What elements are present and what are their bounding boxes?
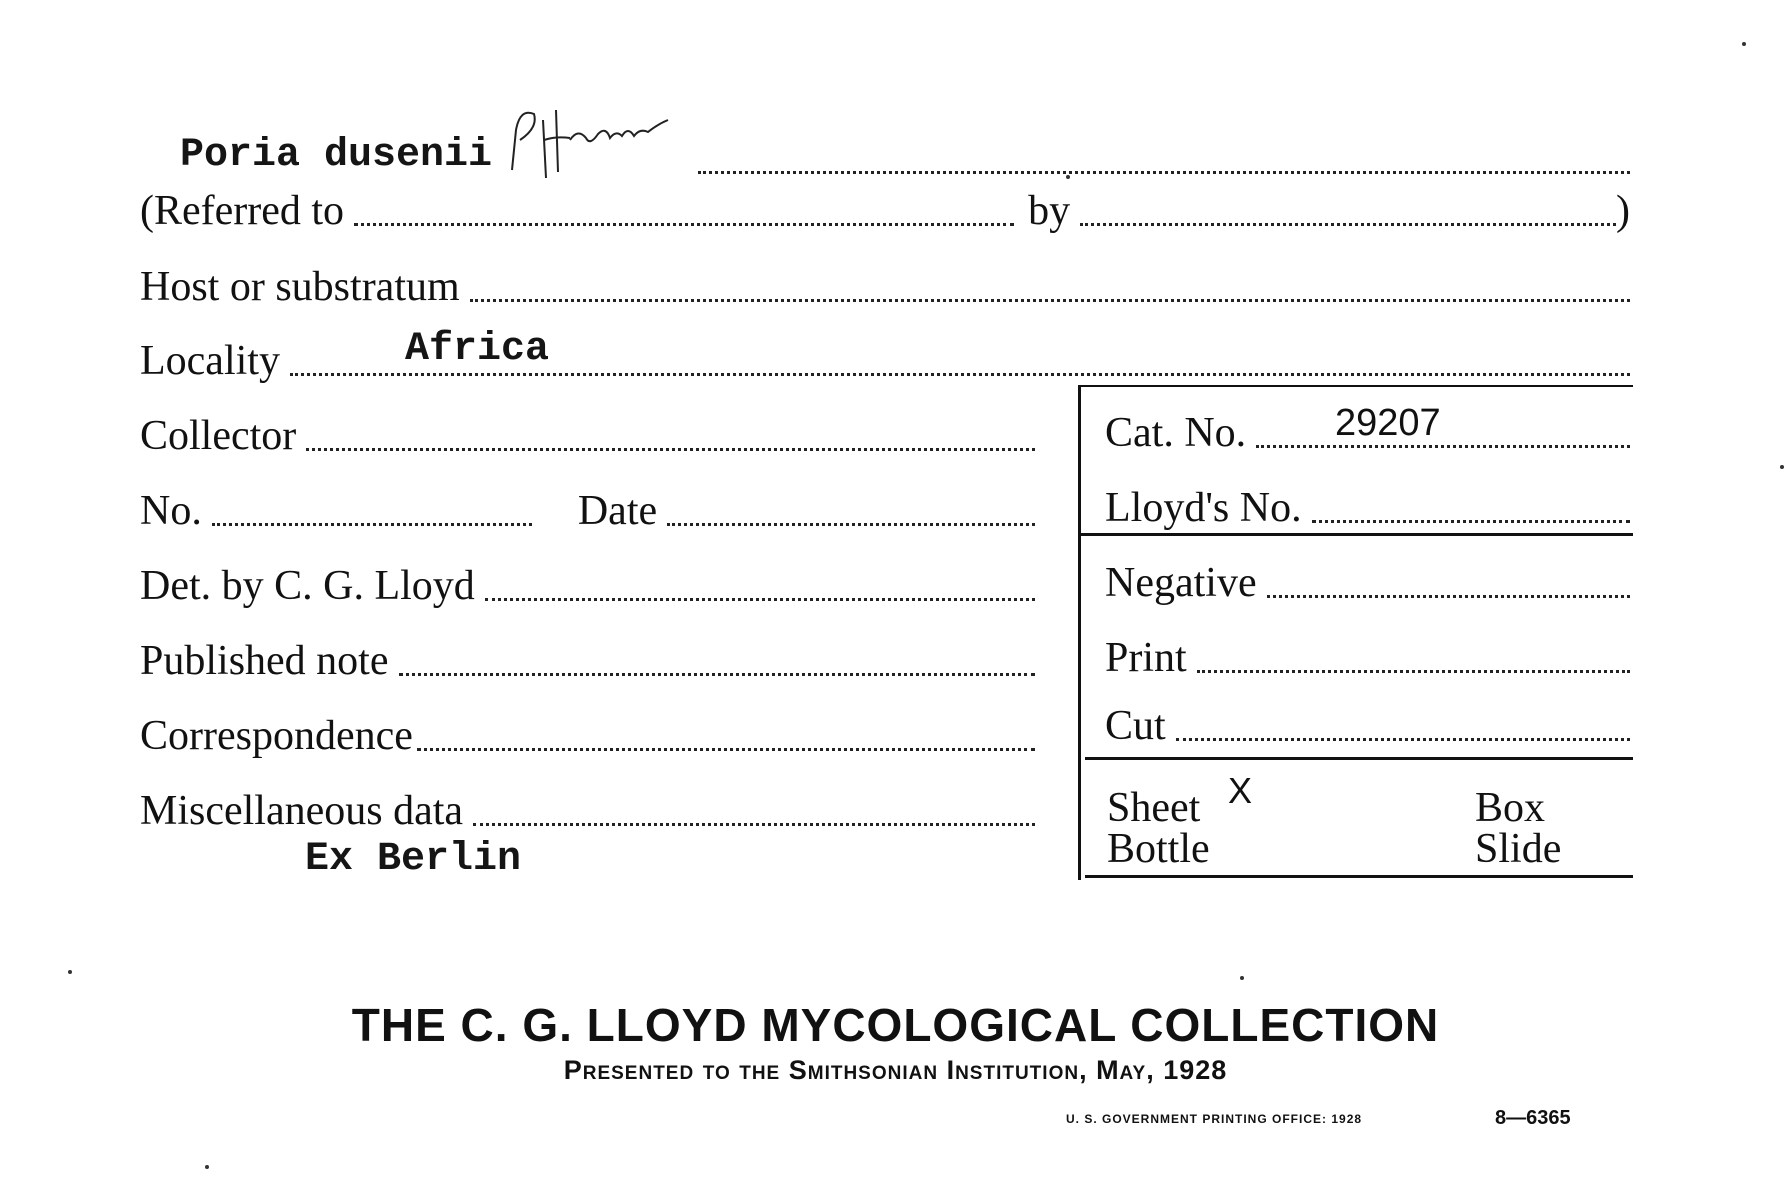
- no-label: No.: [140, 488, 202, 534]
- sheet-label: Sheet: [1107, 785, 1201, 831]
- print-line: [1197, 670, 1630, 673]
- locality-row: [140, 340, 1630, 382]
- host-label: Host or substratum: [140, 264, 460, 310]
- correspondence-line: [417, 748, 1035, 751]
- right-box-bottom-rule: [1085, 875, 1633, 878]
- lloyds-no-row: [1105, 487, 1630, 529]
- published-note-row: [140, 640, 1035, 682]
- referred-to-line: [354, 223, 1014, 226]
- printing-office-line: U. S. GOVERNMENT PRINTING OFFICE: 1928: [1066, 1112, 1363, 1126]
- date-label: Date: [577, 488, 658, 534]
- print-row: [1105, 637, 1630, 679]
- box-label: Box: [1475, 785, 1546, 831]
- referred-to-row: [140, 190, 1630, 232]
- det-by-row: [140, 565, 1035, 607]
- date-line: [667, 523, 1035, 526]
- misc-data-label: Miscellaneous data: [140, 788, 464, 834]
- right-box-divider: [1078, 385, 1081, 880]
- locality-label: Locality: [140, 338, 280, 384]
- published-note-label: Published note: [140, 638, 389, 684]
- host-row: [140, 266, 1630, 308]
- print-label: Print: [1105, 635, 1187, 681]
- collector-label: Collector: [140, 413, 297, 459]
- cut-line: [1176, 738, 1630, 741]
- host-line: [470, 299, 1630, 302]
- sheet-mark: X: [1228, 770, 1253, 811]
- form-number: 8—6365: [1495, 1107, 1571, 1129]
- scan-speck: [1066, 175, 1070, 179]
- close-paren: ): [1616, 188, 1630, 234]
- correspondence-label: Correspondence: [140, 713, 413, 759]
- misc-data-line: [473, 823, 1035, 826]
- negative-label: Negative: [1105, 560, 1257, 606]
- lloyds-no-label: Lloyd's No.: [1105, 485, 1302, 531]
- cat-no-line: [1256, 445, 1630, 448]
- published-note-line: [399, 673, 1036, 676]
- handwritten-annotation: [498, 100, 698, 180]
- collector-row: [140, 415, 1035, 457]
- slide-label: Slide: [1475, 826, 1562, 872]
- specimen-name: Poria dusenii: [180, 133, 493, 178]
- det-by-label: Det. by C. G. Lloyd: [140, 563, 475, 609]
- cut-label: Cut: [1105, 703, 1166, 749]
- misc-data-row: [140, 790, 1035, 832]
- specimen-name-row: [140, 100, 1630, 180]
- negative-line: [1267, 595, 1630, 598]
- no-line: [212, 523, 532, 526]
- locality-value: Africa: [405, 327, 550, 372]
- collection-title: THE C. G. LLOYD MYCOLOGICAL COLLECTION: [351, 999, 1440, 1051]
- right-box-rule-1: [1078, 533, 1633, 536]
- scan-speck: [1240, 976, 1244, 980]
- cat-no-label: Cat. No.: [1105, 410, 1247, 456]
- det-by-line: [485, 598, 1035, 601]
- cat-no-value: 29207: [1335, 402, 1441, 444]
- right-box-top-rule: [1078, 385, 1633, 387]
- lloyds-no-line: [1312, 520, 1630, 523]
- scan-speck: [1780, 465, 1784, 469]
- scan-speck: [205, 1165, 209, 1169]
- specimen-name-line: [698, 171, 1630, 174]
- collection-subtitle: Presented to the Smithsonian Institution, May, 1928: [563, 1055, 1228, 1085]
- scan-speck: [68, 970, 72, 974]
- correspondence-row: [140, 715, 1035, 757]
- cut-row: [1105, 705, 1630, 747]
- locality-line: [290, 373, 1630, 376]
- referred-to-label: (Referred to: [140, 188, 345, 234]
- collector-line: [306, 448, 1035, 451]
- right-box-rule-2: [1085, 757, 1633, 760]
- by-line: [1080, 223, 1616, 226]
- scan-speck: [1742, 42, 1746, 46]
- bottle-label: Bottle: [1107, 826, 1210, 872]
- negative-row: [1105, 562, 1630, 604]
- no-date-row: [140, 490, 1035, 532]
- misc-data-value: Ex Berlin: [305, 837, 522, 882]
- by-label: by: [1028, 188, 1071, 234]
